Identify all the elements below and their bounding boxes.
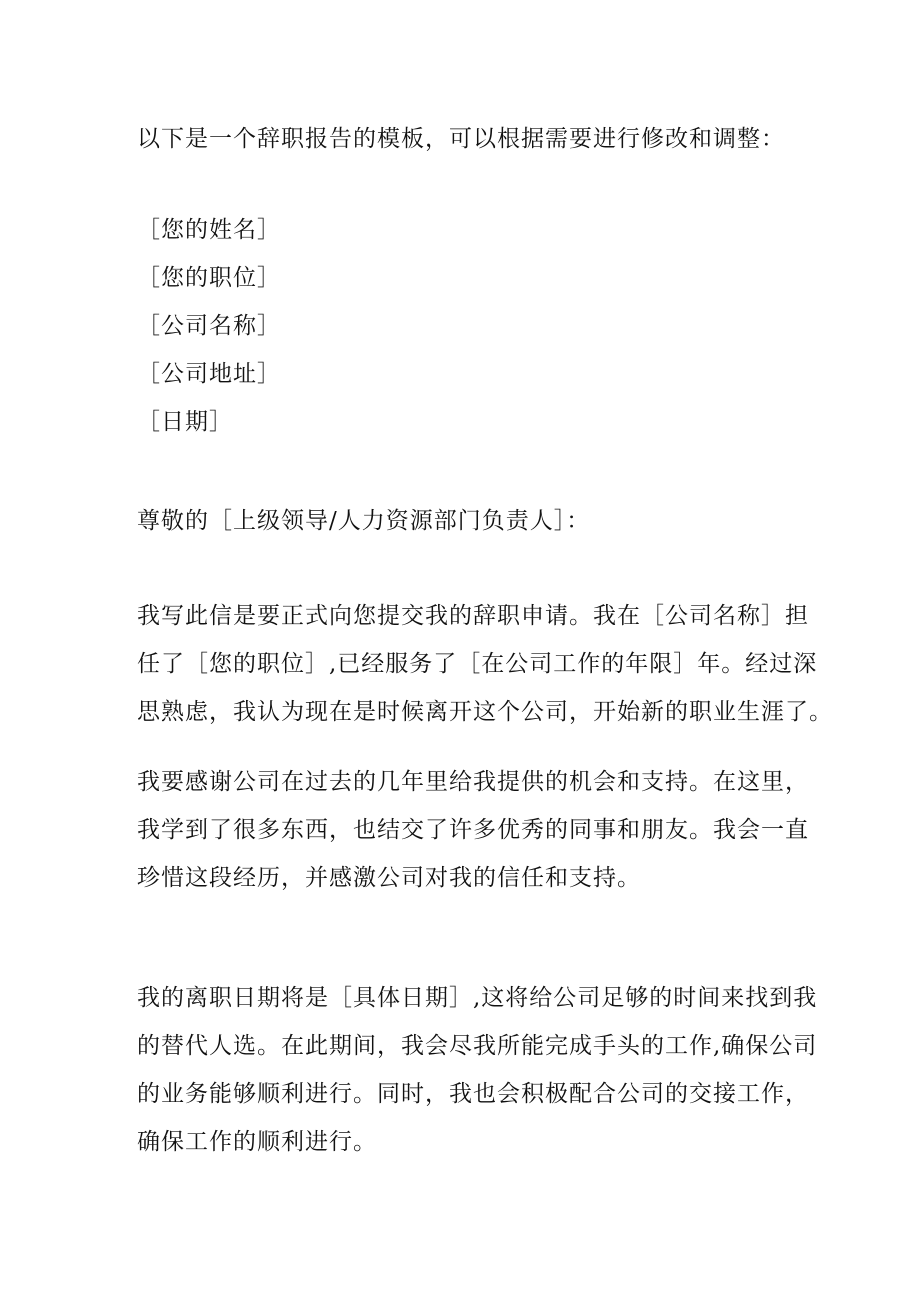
paragraph-line: 我写此信是要正式向您提交我的辞职申请。我在［公司名称］担 xyxy=(137,603,809,629)
header-field-company: ［公司名称］ xyxy=(137,313,281,339)
paragraph-line: 我的离职日期将是［具体日期］,这将给公司足够的时间来找到我 xyxy=(137,985,818,1011)
paragraph-line: 思熟虑，我认为现在是时候离开这个公司，开始新的职业生涯了。 xyxy=(137,699,833,725)
intro-text: 以下是一个辞职报告的模板，可以根据需要进行修改和调整： xyxy=(137,126,785,152)
paragraph-line: 珍惜这段经历，并感激公司对我的信任和支持。 xyxy=(137,865,641,891)
header-field-date: ［日期］ xyxy=(137,409,233,435)
paragraph-resignation xyxy=(137,592,833,736)
paragraph-line: 我学到了很多东西，也结交了许多优秀的同事和朋友。我会一直 xyxy=(137,817,809,843)
salutation: 尊敬的［上级领导/人力资源部门负责人］： xyxy=(137,508,591,534)
header-field-name: ［您的姓名］ xyxy=(137,217,281,243)
paragraph-line: 我要感谢公司在过去的几年里给我提供的机会和支持。在这里， xyxy=(137,769,809,795)
paragraph-thanks xyxy=(137,758,807,902)
paragraph-line: 的业务能够顺利进行。同时，我也会积极配合公司的交接工作， xyxy=(137,1081,809,1107)
paragraph-line: 确保工作的顺利进行。 xyxy=(137,1129,377,1155)
paragraph-handover xyxy=(137,974,818,1166)
paragraph-line: 的替代人选。在此期间，我会尽我所能完成手头的工作,确保公司 xyxy=(137,1033,818,1059)
paragraph-line: 任了［您的职位］,已经服务了［在公司工作的年限］年。经过深 xyxy=(137,651,818,677)
header-field-position: ［您的职位］ xyxy=(137,265,281,291)
header-field-address: ［公司地址］ xyxy=(137,361,281,387)
